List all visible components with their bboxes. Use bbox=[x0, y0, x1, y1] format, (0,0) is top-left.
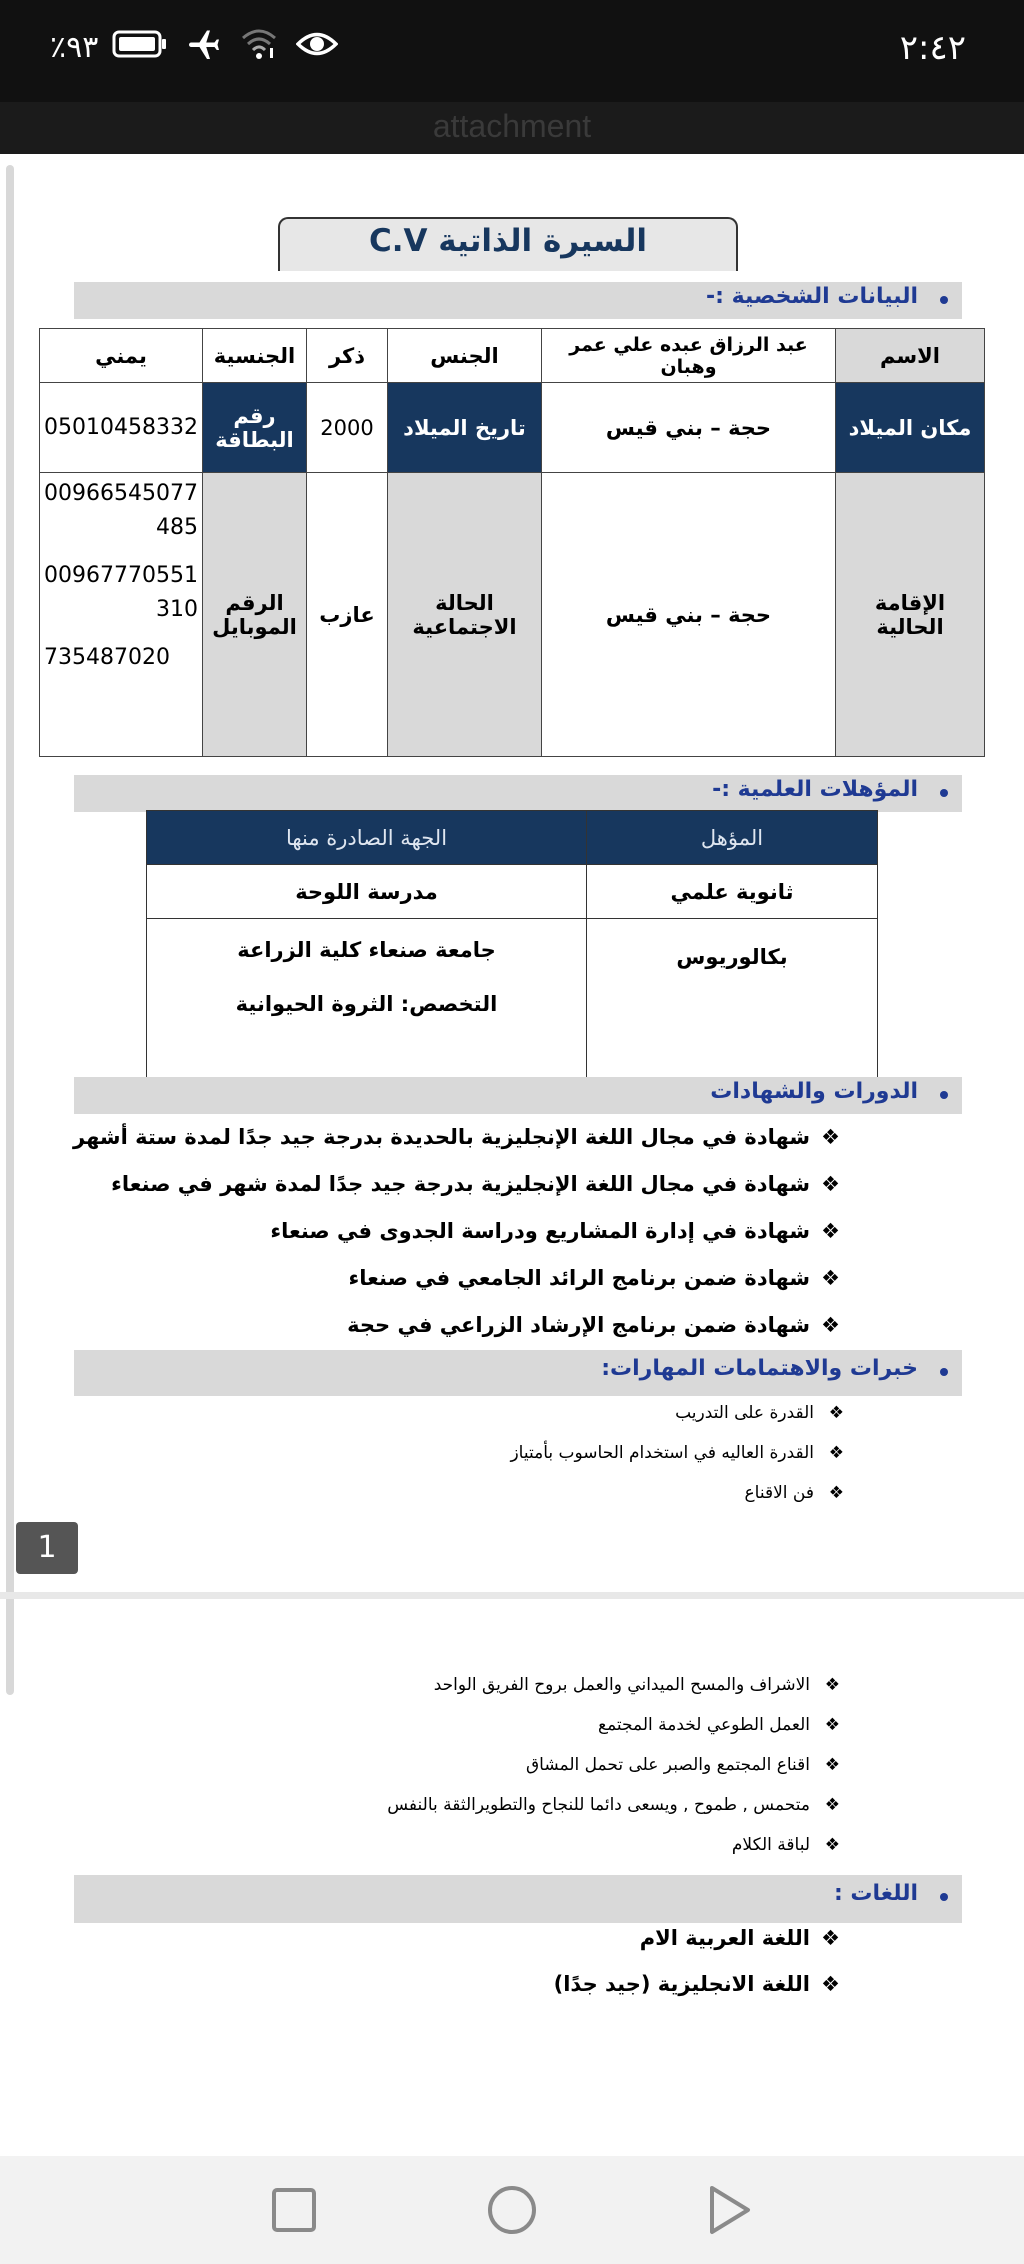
list-item bbox=[73, 1302, 840, 1349]
birthdate-value: 2000 bbox=[307, 383, 388, 473]
id-label: رقم البطاقة bbox=[203, 383, 307, 473]
row1-issuer: مدرسة اللوحة bbox=[147, 865, 587, 919]
birthplace-value: حجة – بني قيس bbox=[542, 383, 836, 473]
skill-text: متحمس , طموح , ويسعى دائما للنجاح والتطويرالثقة بالنفس bbox=[387, 1795, 810, 1815]
row2-issuer bbox=[147, 919, 587, 1079]
diamond-bullet-icon: ❖ bbox=[821, 1219, 840, 1243]
mobile-2b: 310 bbox=[156, 597, 198, 622]
mobile-values bbox=[40, 473, 203, 757]
col-issuer-header: الجهة الصادرة منها bbox=[147, 811, 587, 865]
name-value: عبد الرزاق عبده علي عمر وهبان bbox=[542, 329, 836, 383]
marital-value: عازب bbox=[307, 473, 388, 757]
table-row bbox=[147, 811, 878, 865]
bullet-dot bbox=[940, 1091, 948, 1099]
section-languages-label: اللغات : bbox=[833, 1881, 918, 1906]
list-item bbox=[73, 1114, 840, 1161]
diamond-bullet-icon: ❖ bbox=[821, 1125, 840, 1149]
language-text: اللغة الانجليزية (جيد جدًا) bbox=[553, 1972, 810, 1996]
mobile-label: الرقم الموبايل bbox=[203, 473, 307, 757]
row2-issuer-line2: التخصص: الثروة الحيوانية bbox=[235, 992, 498, 1016]
document-title: attachment bbox=[432, 108, 592, 144]
language-text: اللغة العربية الام bbox=[639, 1926, 810, 1950]
list-item bbox=[73, 1161, 840, 1208]
course-text: شهادة ضمن برنامج الإرشاد الزراعي في حجة bbox=[347, 1313, 810, 1337]
wifi-icon bbox=[240, 26, 278, 62]
scrollbar[interactable] bbox=[6, 165, 14, 1695]
course-text: شهادة ضمن برنامج الرائد الجامعي في صنعاء bbox=[348, 1266, 810, 1290]
personal-table bbox=[39, 328, 985, 757]
eye-icon bbox=[296, 29, 338, 59]
section-skills bbox=[74, 1350, 962, 1396]
skill-text: لباقة الكلام bbox=[731, 1835, 810, 1855]
table-row bbox=[147, 919, 878, 1079]
birthplace-label: مكان الميلاد bbox=[836, 383, 985, 473]
list-item bbox=[387, 1705, 840, 1745]
section-courses bbox=[74, 1077, 962, 1114]
birthdate-label: تاريخ الميلاد bbox=[388, 383, 542, 473]
skill-text: الاشراف والمسح الميداني والعمل بروح الفريق الواحد bbox=[433, 1675, 810, 1695]
table-row bbox=[40, 473, 985, 757]
title-bar bbox=[0, 102, 1024, 154]
languages-list bbox=[553, 1915, 840, 2007]
bullet-dot bbox=[940, 1368, 948, 1376]
list-item bbox=[387, 1785, 840, 1825]
nationality-value: يمني bbox=[40, 329, 203, 383]
status-bar bbox=[0, 0, 1024, 102]
skill-text: العمل الطوعي لخدمة المجتمع bbox=[598, 1715, 810, 1735]
table-row bbox=[147, 865, 878, 919]
navigation-bar bbox=[0, 2156, 1024, 2264]
list-item bbox=[387, 1745, 840, 1785]
row2-issuer-line1: جامعة صنعاء كلية الزراعة bbox=[237, 938, 496, 962]
list-item bbox=[387, 1665, 840, 1705]
list-item bbox=[387, 1825, 840, 1865]
list-item bbox=[510, 1433, 844, 1473]
marital-label: الحالة الاجتماعية bbox=[388, 473, 542, 757]
list-item bbox=[510, 1473, 844, 1513]
battery-icon bbox=[112, 29, 168, 59]
diamond-bullet-icon: ❖ bbox=[821, 1266, 840, 1290]
courses-list bbox=[73, 1114, 840, 1349]
gender-label: الجنس bbox=[388, 329, 542, 383]
skills-list-page1 bbox=[510, 1393, 844, 1513]
diamond-bullet-icon: ❖ bbox=[828, 1483, 844, 1503]
col-qual-header: المؤهل bbox=[587, 811, 878, 865]
diamond-bullet-icon: ❖ bbox=[821, 1926, 840, 1950]
home-button[interactable] bbox=[486, 2184, 538, 2236]
diamond-bullet-icon: ❖ bbox=[824, 1755, 840, 1775]
row1-qual: ثانوية علمي bbox=[587, 865, 878, 919]
diamond-bullet-icon: ❖ bbox=[828, 1403, 844, 1423]
skill-text: القدرة العاليه في استخدام الحاسوب بأمتياز bbox=[510, 1443, 814, 1463]
bullet-dot bbox=[940, 296, 948, 304]
list-item bbox=[73, 1255, 840, 1302]
page-number-badge: 1 bbox=[16, 1522, 78, 1574]
airplane-icon bbox=[186, 26, 222, 62]
residence-value: حجة – بني قيس bbox=[542, 473, 836, 757]
clock: ٢:٤٢ bbox=[899, 28, 966, 68]
skill-text: فن الاقناع bbox=[744, 1483, 814, 1503]
course-text: شهادة في مجال اللغة الإنجليزية بالحديدة بدرجة جيد جدًا لمدة ستة أشهر bbox=[73, 1125, 810, 1149]
diamond-bullet-icon: ❖ bbox=[821, 1972, 840, 1996]
diamond-bullet-icon: ❖ bbox=[821, 1172, 840, 1196]
mobile-1b: 485 bbox=[156, 515, 198, 540]
diamond-bullet-icon: ❖ bbox=[824, 1715, 840, 1735]
id-value: 05010458332 bbox=[40, 383, 203, 473]
cv-heading: السيرة الذاتية C.V bbox=[368, 223, 648, 259]
section-qualifications-label: المؤهلات العلمية :- bbox=[712, 777, 918, 802]
table-row bbox=[40, 329, 985, 383]
course-text: شهادة في إدارة المشاريع ودراسة الجدوى في صنعاء bbox=[270, 1219, 810, 1243]
section-personal bbox=[74, 282, 962, 319]
section-skills-label: خبرات والاهتمامات المهارات: bbox=[601, 1356, 918, 1381]
list-item bbox=[510, 1393, 844, 1433]
section-courses-label: الدورات والشهادات bbox=[710, 1079, 918, 1104]
table-row bbox=[40, 383, 985, 473]
cv-heading-box bbox=[278, 217, 738, 271]
mobile-2a: 00967770551 bbox=[44, 563, 198, 588]
mobile-1a: 00966545077 bbox=[44, 481, 198, 506]
list-item bbox=[73, 1208, 840, 1255]
list-item bbox=[553, 1961, 840, 2007]
nationality-label: الجنسية bbox=[203, 329, 307, 383]
skill-text: اقناع المجتمع والصبر على تحمل المشاق bbox=[525, 1755, 810, 1775]
course-text: شهادة في مجال اللغة الإنجليزية بدرجة جيد جدًا لمدة شهر في صنعاء bbox=[111, 1172, 810, 1196]
residence-label: الإقامة الحالية bbox=[836, 473, 985, 757]
mobile-3: 735487020 bbox=[44, 645, 170, 670]
section-qualifications bbox=[74, 775, 962, 812]
skills-list-page2 bbox=[387, 1665, 840, 1865]
status-icons bbox=[112, 26, 338, 62]
bullet-dot bbox=[940, 1893, 948, 1901]
diamond-bullet-icon: ❖ bbox=[828, 1443, 844, 1463]
name-label: الاسم bbox=[836, 329, 985, 383]
diamond-bullet-icon: ❖ bbox=[821, 1313, 840, 1337]
gender-value: ذكر bbox=[307, 329, 388, 383]
recents-button[interactable] bbox=[270, 2186, 318, 2234]
skill-text: القدرة على التدريب bbox=[675, 1403, 814, 1423]
diamond-bullet-icon: ❖ bbox=[824, 1795, 840, 1815]
battery-percent: ٪٩٣ bbox=[50, 30, 99, 65]
diamond-bullet-icon: ❖ bbox=[824, 1835, 840, 1855]
list-item bbox=[554, 1915, 840, 1961]
back-button[interactable] bbox=[706, 2184, 754, 2236]
qualifications-table bbox=[146, 810, 878, 1079]
bullet-dot bbox=[940, 789, 948, 797]
row2-qual: بكالوريوس bbox=[587, 919, 878, 1079]
page-divider bbox=[0, 1592, 1024, 1599]
diamond-bullet-icon: ❖ bbox=[824, 1675, 840, 1695]
section-personal-label: البيانات الشخصية :- bbox=[706, 284, 918, 309]
